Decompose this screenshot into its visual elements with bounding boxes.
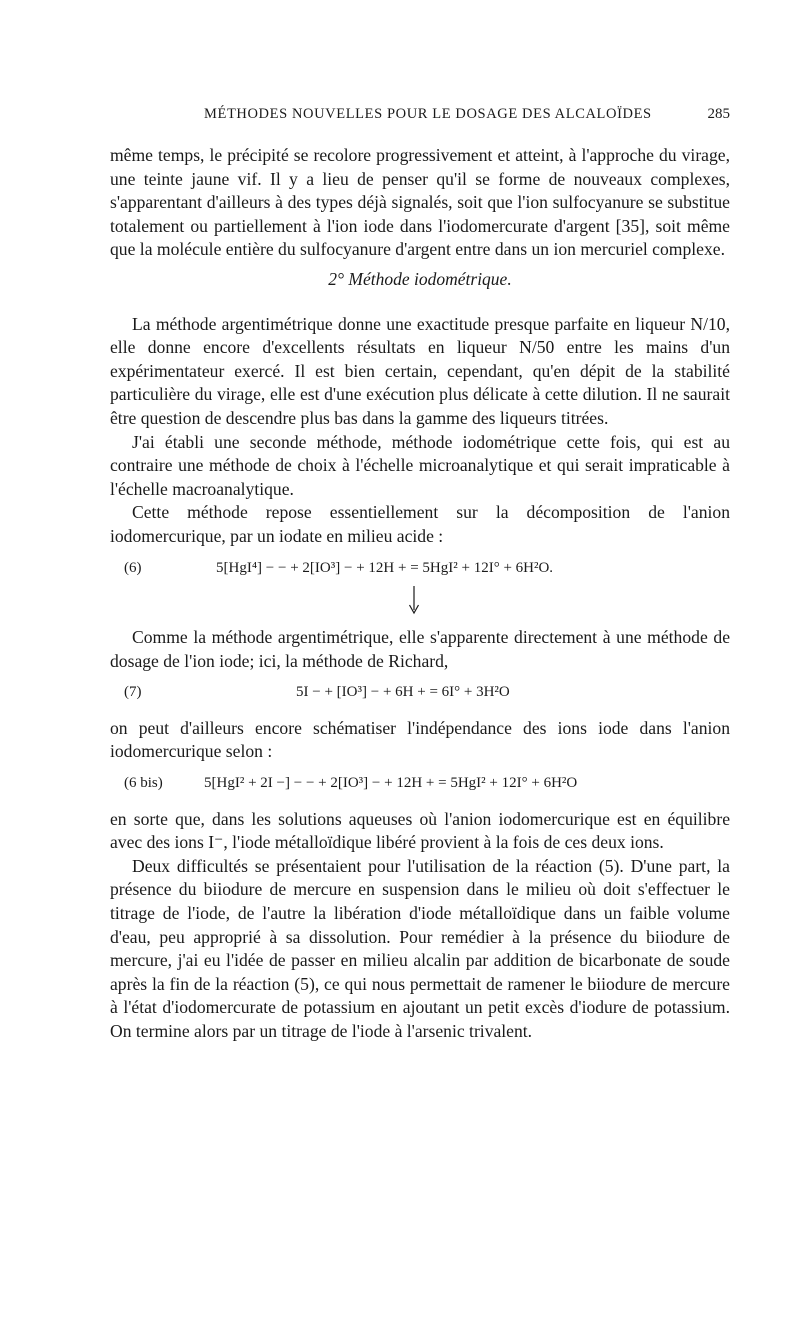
- equation-7-label: (7): [124, 684, 142, 701]
- paragraph-richard: Comme la méthode argentimétrique, elle s'apparente directement à une méthode de dosage de l'ion iode; ici, la méthode de Richard,: [110, 627, 730, 671]
- paragraph-equilibrium: en sorte que, dans les solutions aqueuses où l'anion iodomercurique est en équilibre avec des ions I⁻, l'iode métalloïdique libéré provient à la fois de ces deux ions.: [110, 808, 730, 853]
- section-heading: 2° Méthode iodométrique.: [328, 268, 512, 289]
- equation-6-label: (6): [124, 559, 142, 576]
- precipitate-arrow-row: [110, 592, 730, 626]
- paragraph-schematic: on peut d'ailleurs encore schématiser l'indépendance des ions iode dans l'anion iodomercurique selon :: [110, 717, 730, 762]
- paragraph-argentimetric: La méthode argentimétrique donne une exactitude presque parfaite en liqueur N/10, elle donne encore d'excellents résultats en liqueur N/50 entre les mains d'un expérimentateur exercé. Il est bien certain, cependant, qu'en dépit de la stabilité particulière du virage, elle est d'une exécution plus délicate à cette dilution. Il ne saurait être question de descendre plus bas dans la gamme des liqueurs titrées.: [110, 313, 730, 428]
- equation-6-bis-formula: 5[HgI² + 2I −] − − + 2[IO³] − + 12H + = 5HgI² + 12I° + 6H²O: [204, 775, 578, 792]
- paragraph-difficulties: Deux difficultés se présentaient pour l'utilisation de la réaction (5). D'une part, la présence du biiodure de mercure en suspension dans le milieu où doit s'effectuer le titrage de l'iode, de l'autre la libération d'iode métalloïdique dans un faible volume d'eau, peu approprié à sa dissolution. Pour remédier à la présence du biiodure de mercure, j'ai eu l'idée de passer en milieu alcalin par addition de bicarbonate de soude après la fin de la réaction (5), ce qui nous permettait de ramener le biiodure de mercure à l'état d'iodomercurate de potassium en ajoutant un petit excès d'iodure de potassium. On termine alors par un titrage de l'iode à l'arsenic trivalent.: [110, 855, 730, 1041]
- equation-6: [110, 557, 730, 581]
- running-title: MÉTHODES NOUVELLES POUR LE DOSAGE DES ALCALOÏDES: [204, 106, 652, 122]
- equation-6-bis-label: (6 bis): [124, 775, 163, 792]
- paragraph-decomposition: Cette méthode repose essentiellement sur la décomposition de l'anion iodomercurique, par un iodate en milieu acide :: [110, 502, 730, 546]
- page-number: 285: [707, 106, 730, 122]
- equation-7: [110, 681, 730, 705]
- paragraph-continuation: même temps, le précipité se recolore progressivement et atteint, à l'approche du virage, une teinte jaune vif. Il y a lieu de penser qu'il se forme de nouveaux complexes, s'apparentant d'ailleurs à des types déjà signalés, soit que l'ion sulfocyanure se substitue totalement ou partiellement à l'ion iode dans l'iodomercurate d'argent [35], soit même que la molécule entière du sulfocyanure d'argent entre dans un ion mercuriel complexe.: [110, 145, 730, 260]
- paragraph-second-method: J'ai établi une seconde méthode, méthode iodométrique cette fois, qui est au contraire une méthode de choix à l'échelle microanalytique et qui serait impraticable à l'échelle macroanalytique.: [110, 431, 730, 499]
- running-header: [110, 106, 730, 130]
- down-arrow-icon: [408, 586, 420, 616]
- equation-6-bis: [110, 772, 730, 796]
- equation-7-formula: 5I − + [IO³] − + 6H + = 6I° + 3H²O: [296, 684, 510, 701]
- body-text: [110, 144, 730, 1044]
- equation-6-formula: 5[HgI⁴] − − + 2[IO³] − + 12H + = 5HgI² + 12I° + 6H²O.: [216, 559, 554, 576]
